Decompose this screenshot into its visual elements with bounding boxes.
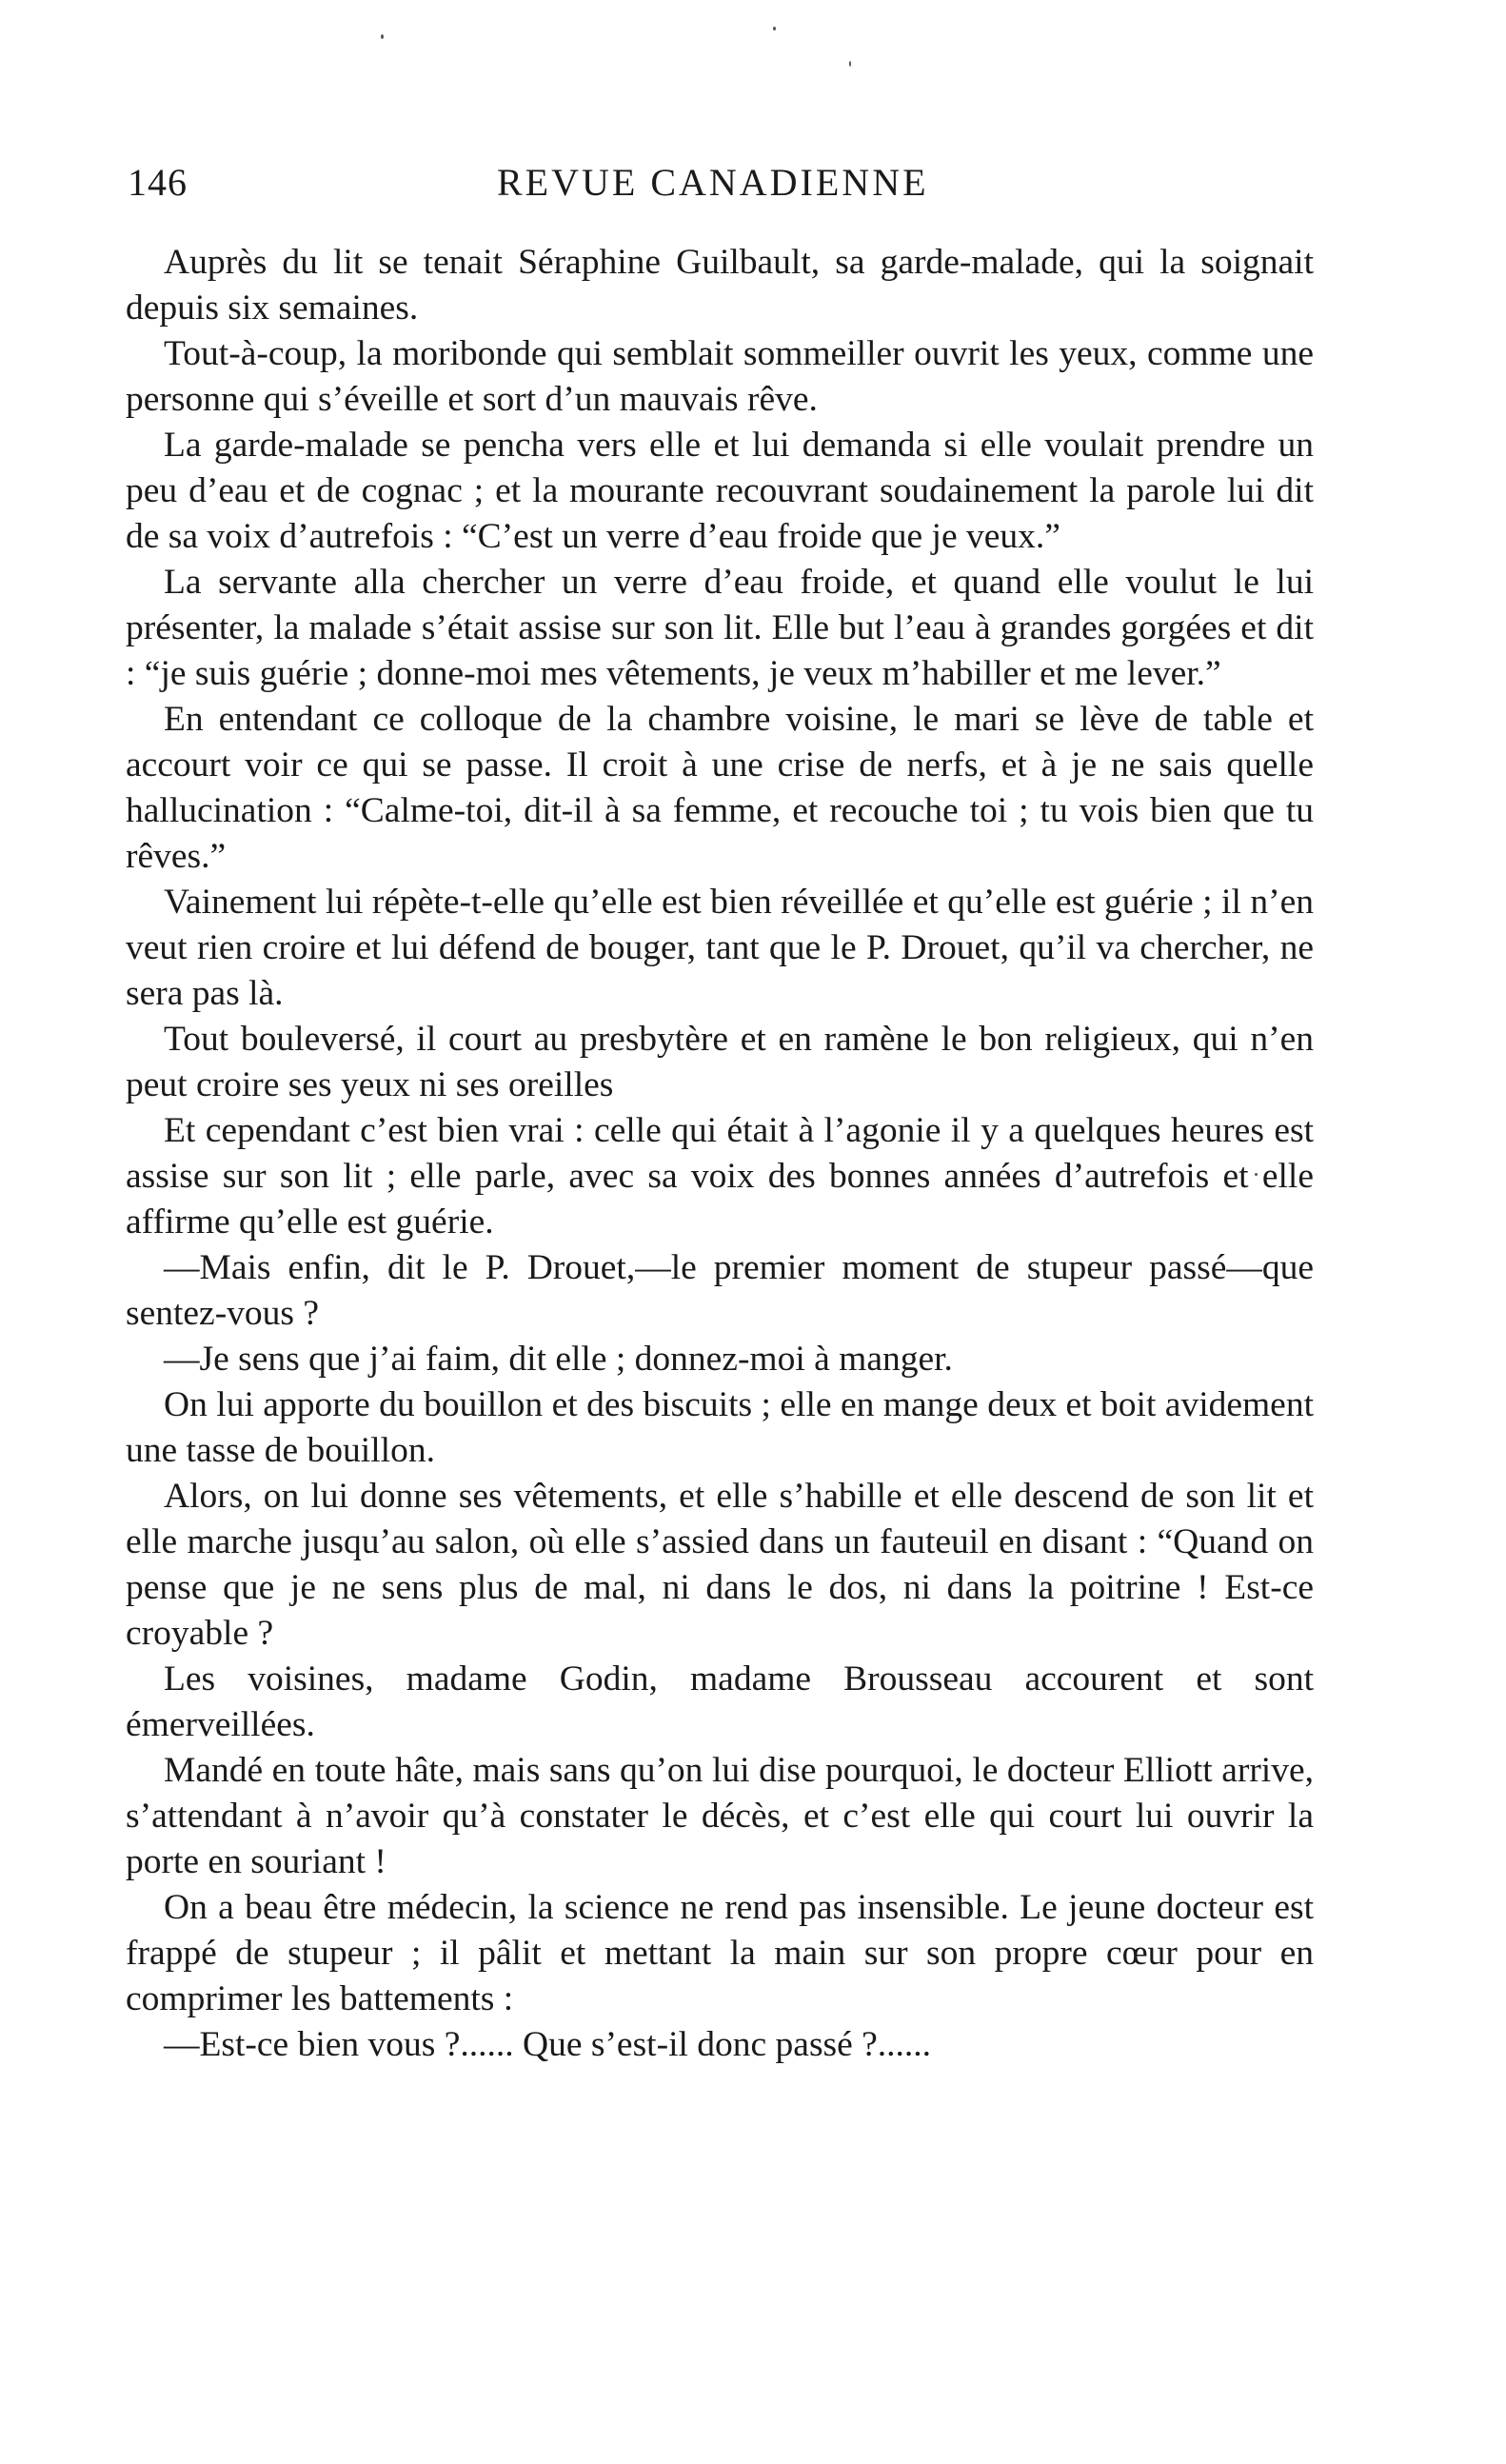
- paragraph: Tout bouleversé, il court au presbytère et en ramène le bon religieux, qui n’en peut croire ses yeux ni ses oreilles: [126, 1020, 1314, 1104]
- paragraph: Et cependant c’est bien vrai : celle qui était à l’agonie il y a quelques heures est assise sur son lit ; elle parle, avec sa voix des bonnes années d’autrefois et elle affirme qu’elle est guérie.: [126, 1111, 1314, 1242]
- article-body: [126, 240, 1314, 2068]
- paragraph: Auprès du lit se tenait Séraphine Guilbault, sa garde-malade, qui la soignait depuis six semaines.: [126, 243, 1314, 328]
- dialogue-line: —Je sens que j’ai faim, dit elle ; donnez-moi à manger.: [164, 1340, 953, 1379]
- paragraph: Mandé en toute hâte, mais sans qu’on lui dise pourquoi, le docteur Elliott arrive, s’attendant à n’avoir qu’à constater le décès, et c’est elle qui court lui ouvrir la porte en souriant !: [126, 1751, 1314, 1881]
- paragraph: La servante alla chercher un verre d’eau froide, et quand elle voulut le lui présenter, la malade s’était assise sur son lit. Elle but l’eau à grandes gorgées et dit : “je suis guérie ; donne-moi mes vêtements, je veux m’habiller et me lever.”: [126, 563, 1314, 693]
- scan-speck: [381, 34, 384, 39]
- paragraph: Les voisines, madame Godin, madame Brousseau accourent et sont émerveillées.: [126, 1659, 1314, 1744]
- journal-title: REVUE CANADIENNE: [497, 161, 929, 204]
- page-number: 146: [128, 161, 188, 204]
- paragraph: La garde-malade se pencha vers elle et lui demanda si elle voulait prendre un peu d’eau et de cognac ; et la mourante recouvrant soudainement la parole lui dit de sa voix d’autrefois : “C’est un verre d’eau froide que je veux.”: [126, 426, 1314, 556]
- running-head: [128, 160, 1298, 213]
- paragraph: Tout-à-coup, la moribonde qui semblait sommeiller ouvrit les yeux, comme une personne qui s’éveille et sort d’un mauvais rêve.: [126, 334, 1314, 419]
- scan-speck: [773, 27, 776, 30]
- paragraph: On a beau être médecin, la science ne rend pas insensible. Le jeune docteur est frappé de stupeur ; il pâlit et mettant la main sur son propre cœur pour en comprimer les battements :: [126, 1888, 1314, 2018]
- scan-speck: [849, 61, 851, 67]
- paragraph: En entendant ce colloque de la chambre voisine, le mari se lève de table et accourt voir ce qui se passe. Il croit à une crise de nerfs, et à je ne sais quelle hallucination : “Calme-toi, dit-il à sa femme, et recouche toi ; tu vois bien que tu rêves.”: [126, 700, 1314, 876]
- paragraph: Vainement lui répète-t-elle qu’elle est bien réveillée et qu’elle est guérie ; il n’en veut rien croire et lui défend de bouger, tant que le P. Drouet, qu’il va chercher, ne sera pas là.: [126, 883, 1314, 1013]
- dialogue-line: —Est-ce bien vous ?...... Que s’est-il donc passé ?......: [164, 2025, 932, 2064]
- dialogue-line: —Mais enfin, dit le P. Drouet,—le premier moment de stupeur passé—que sentez-vous ?: [126, 1248, 1314, 1333]
- paragraph: Alors, on lui donne ses vêtements, et elle s’habille et elle descend de son lit et elle marche jusqu’au salon, où elle s’assied dans un fauteuil en disant : “Quand on pense que je ne sens plus de mal, ni dans le dos, ni dans la poitrine ! Est-ce croyable ?: [126, 1477, 1314, 1653]
- paragraph: On lui apporte du bouillon et des biscuits ; elle en mange deux et boit avidement une tasse de bouillon.: [126, 1385, 1314, 1470]
